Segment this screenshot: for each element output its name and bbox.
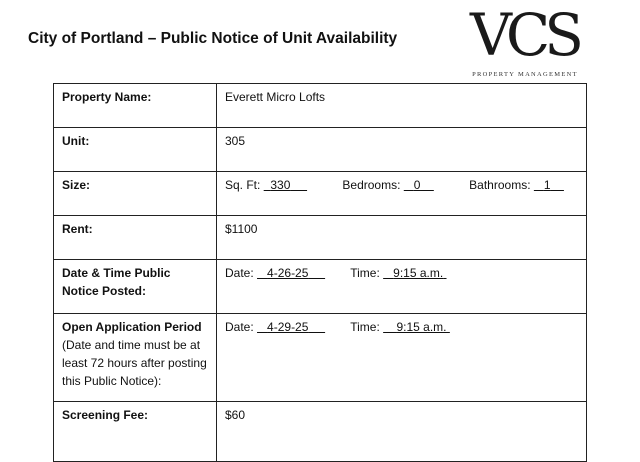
unit-label: Unit: (54, 128, 217, 172)
logo-monogram: VCS (470, 1, 578, 69)
application-time-label: Time: (350, 320, 380, 334)
bathrooms-label: Bathrooms: (469, 178, 531, 192)
unit-value: 305 (217, 128, 587, 172)
application-date-value: 4-29-25 (267, 320, 309, 334)
rent-value: $1100 (217, 216, 587, 260)
notice-posted-label: Date & Time Public Notice Posted: (54, 260, 217, 314)
screening-fee-value: $60 (217, 402, 587, 462)
page-title: City of Portland – Public Notice of Unit Availability (28, 30, 398, 47)
screening-fee-label: Screening Fee: (54, 402, 217, 462)
posted-date-value: 4-26-25 (267, 266, 309, 280)
size-label: Size: (54, 172, 217, 216)
posted-time-label: Time: (350, 266, 380, 280)
sqft-label: Sq. Ft: (225, 178, 261, 192)
row-screening-fee (54, 402, 587, 462)
row-rent (54, 216, 587, 260)
row-size (54, 172, 587, 216)
row-application-period (54, 314, 587, 402)
size-value (217, 172, 587, 216)
company-logo (462, 1, 582, 80)
row-property-name (54, 84, 587, 128)
bedrooms-label: Bedrooms: (342, 178, 401, 192)
property-name-label: Property Name: (54, 84, 217, 128)
logo-tagline: PROPERTY MANAGEMENT (472, 71, 578, 78)
sqft-value: 330 (270, 178, 291, 192)
row-notice-posted (54, 260, 587, 314)
rent-label: Rent: (54, 216, 217, 260)
property-name-value: Everett Micro Lofts (217, 84, 587, 128)
posted-date-label: Date: (225, 266, 254, 280)
notice-table (53, 83, 587, 462)
bathrooms-value: 1 (543, 178, 551, 192)
application-time-value: 9:15 a.m. (396, 320, 447, 334)
application-period-label: Open Application Period (Date and time must be at least 72 hours after posting this Public Notice): (54, 314, 217, 402)
notice-posted-value (217, 260, 587, 314)
row-unit (54, 128, 587, 172)
posted-time-value: 9:15 a.m. (393, 266, 444, 280)
application-period-note: (Date and time must be at least 72 hours after posting this Public Notice): (62, 338, 207, 388)
bedrooms-value: 0 (413, 178, 421, 192)
application-date-label: Date: (225, 320, 254, 334)
application-period-value (217, 314, 587, 402)
